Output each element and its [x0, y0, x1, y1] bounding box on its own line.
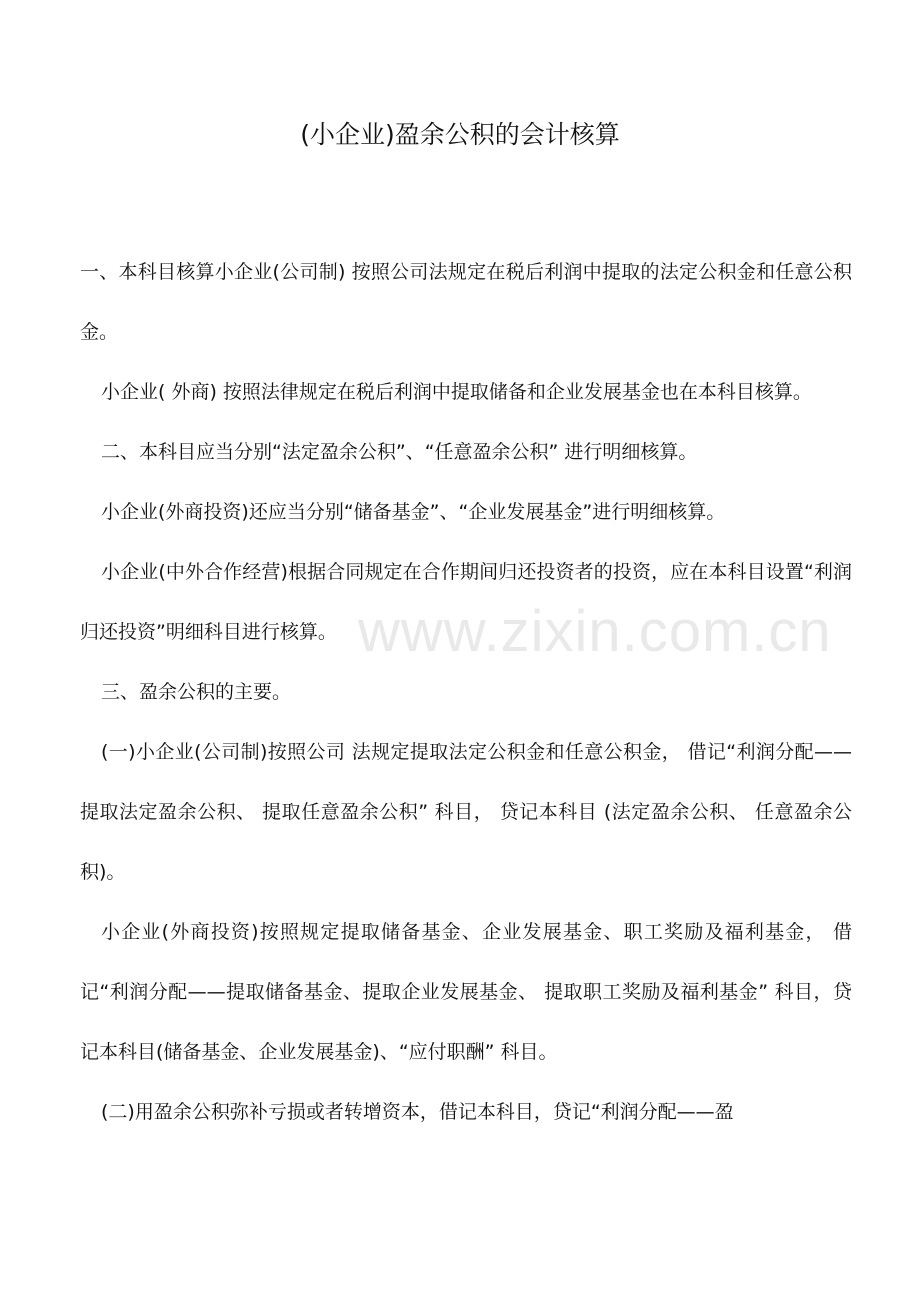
paragraph-joint-venture: 小企业(中外合作经营)根据合同规定在合作期间归还投资者的投资，应在本科目设置“利润归还投资”明细科目进行核算。: [80, 561, 852, 643]
paragraph-detail-accounts: 二、本科目应当分别“法定盈余公积”、“任意盈余公积” 进行明细核算。: [101, 441, 698, 463]
document-title: (小企业)盈余公积的会计核算: [300, 120, 620, 149]
paragraph-foreign-scope: 小企业( 外商) 按照法律规定在税后利润中提取储备和企业发展基金也在本科目核算。: [101, 381, 812, 403]
paragraph-item-one: (一)小企业(公司制)按照公司 法规定提取法定公积金和任意公积金， 借记“利润分配——提取法定盈余公积、 提取任意盈余公积” 科目， 贷记本科目 (法定盈余公积、 任意盈余公积)。: [80, 741, 852, 883]
watermark: www.zixin.com.cn: [358, 599, 832, 664]
paragraph-foreign-provision: 小企业(外商投资)按照规定提取储备基金、企业发展基金、职工奖励及福利基金， 借记“利润分配——提取储备基金、提取企业发展基金、 提取职工奖励及福利基金” 科目，贷记本科目(储备基金、企业发展基金)、“应付职酬” 科目。: [80, 921, 852, 1063]
paragraph-scope: 一、本科目核算小企业(公司制) 按照公司法规定在税后利润中提取的法定公积金和任意公积金。: [80, 261, 852, 343]
document-body: [80, 242, 852, 1142]
paragraph-foreign-detail: 小企业(外商投资)还应当分别“储备基金”、“企业发展基金”进行明细核算。: [101, 501, 726, 523]
paragraph-section-three: 三、盈余公积的主要。: [101, 681, 292, 703]
paragraph-item-two: (二)用盈余公积弥补亏损或者转增资本，借记本科目，贷记“利润分配——盈: [101, 1101, 734, 1123]
